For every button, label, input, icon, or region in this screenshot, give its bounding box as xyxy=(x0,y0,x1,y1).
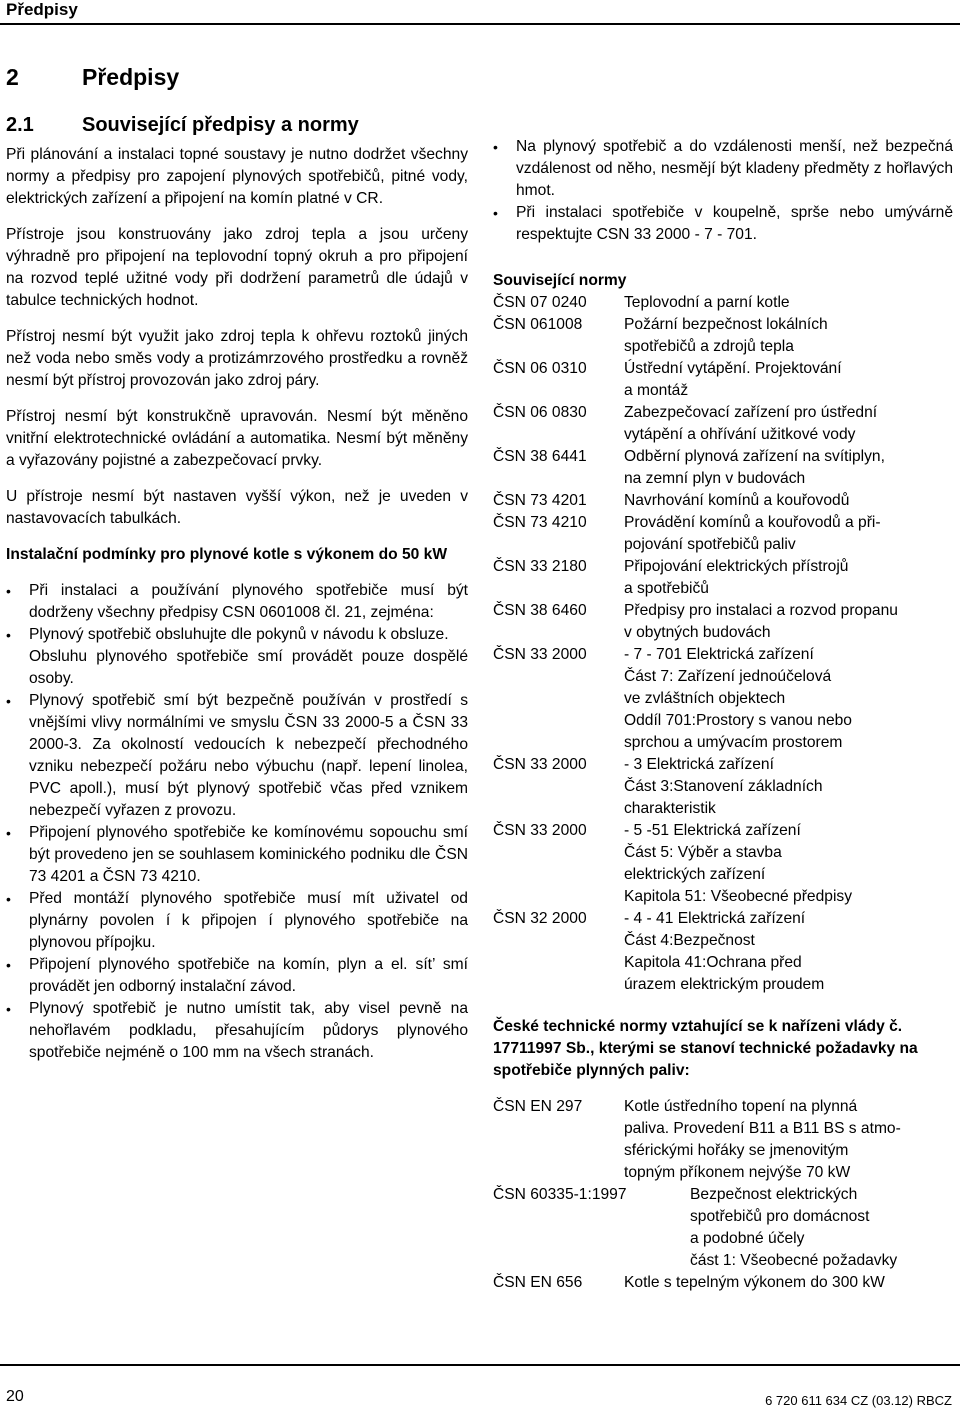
list-item: • Na plynový spotřebič a do vzdálenosti menší, než bezpečná vzdálenost od něho, nesmějí být kladeny předměty z hořlavých hmot. xyxy=(493,136,953,202)
norm-code: ČSN 73 4210 xyxy=(493,514,587,531)
norm-row xyxy=(493,600,953,644)
norm-row xyxy=(493,314,953,358)
norm-description: Bezpečnost elektrických spotřebičů pro domácnost a podobné účely část 1: Všeobecné požadavky xyxy=(690,1186,898,1269)
norm-description: - 5 -51 Elektrická zařízení Část 5: Výběr a stavba elektrických zařízení Kapitola 51: Všeobecné předpisy xyxy=(624,822,852,905)
paragraph-intro: Při plánování a instalaci topné soustavy je nutno dodržet všechny normy a předpisy pro zapojení plynových spotřebičů, pitné vody, elektrických zařízení a připojení na komín platné v CR. xyxy=(6,146,468,207)
list-item: • Před montáží plynového spotřebiče musí mít uživatel od plynárny povolen í k připojen í plynového spotřebiče na plynovou přípojku. xyxy=(6,888,468,954)
install-conditions-heading: Instalační podmínky pro plynové kotle s výkonem do 50 kW xyxy=(6,546,448,563)
norm-row xyxy=(493,490,953,512)
norm-description: Ústřední vytápění. Projektování a montáž xyxy=(624,360,842,399)
norm-description: Provádění komínů a kouřovodů a při- pojování spotřebičů paliv xyxy=(624,514,881,553)
footer-rule xyxy=(0,1364,960,1366)
subsection-number: 2.1 xyxy=(6,114,34,136)
list-item: • Plynový spotřebič smí být bezpečně používán v prostředí s vnějšími vlivy normálními ve smyslu ČSN 33 2000-5 a ČSN 33 2000-3. Za okolností vedoucích k nebezpečí přechodného vzniku nebezpečí požáru nebo výbuchu (např. lepení linolea, PVC apoll.), musí být plynový spotřebič včas před vznikem nebezpečí vyřazen z provozu. xyxy=(6,690,468,822)
norm-row xyxy=(493,1272,953,1294)
norm-row xyxy=(493,292,953,314)
norm-code: ČSN 07 0240 xyxy=(493,294,587,311)
czech-norms-table xyxy=(493,1096,953,1294)
norm-code: ČSN 33 2000 xyxy=(493,822,587,839)
subsection-title: Související předpisy a normy xyxy=(82,114,359,136)
norm-code: ČSN EN 656 xyxy=(493,1274,583,1291)
section-title: Předpisy xyxy=(82,64,180,90)
norm-row xyxy=(493,358,953,402)
page-number: 20 xyxy=(6,1388,24,1405)
norm-code: ČSN 38 6460 xyxy=(493,602,587,619)
norm-description: Kotle ústředního topení na plynná paliva. Provedení B11 a B11 BS s atmo- sférickými hořáky se jmenovitým topným příkonem nejvýše 70 kW xyxy=(624,1098,901,1181)
list-item: • Při instalaci a používání plynového spotřebiče musí být dodrženy všechny předpisy CSN 0601008 čl. 21, zejména: xyxy=(6,580,468,624)
subsection-heading xyxy=(6,112,468,138)
norm-code: ČSN 33 2000 xyxy=(493,756,587,773)
norm-description: Teplovodní a parní kotle xyxy=(624,294,790,311)
list-item: • Připojení plynového spotřebiče na komín, plyn a el. sít’ smí provádět jen odborný instalační závod. xyxy=(6,954,468,998)
paragraph-usage: Přístroj nesmí být využit jako zdroj tepla k ohřevu roztoků jiných než voda nebo směs vody a protizámrzového prostředku a rovněž nesmí být přístroj provozován jako zdroj páry. xyxy=(6,328,468,389)
norm-code: ČSN 38 6441 xyxy=(493,448,587,465)
czech-norms-heading: České technické normy vztahující se k nařízeni vlády č. 17711997 Sb., kterými se stanoví technické požadavky na spotřebiče plynných paliv: xyxy=(493,1018,918,1079)
norm-description: - 7 - 701 Elektrická zařízení Část 7: Zařízení jednoúčelová ve zvláštních objektech Oddíl 701:Prostory s vanou nebo sprchou a umývacím prostorem xyxy=(624,646,852,751)
norm-description: Předpisy pro instalaci a rozvod propanu v obytných budovách xyxy=(624,602,898,641)
norm-row xyxy=(493,754,953,820)
norm-code: ČSN 061008 xyxy=(493,316,583,333)
norm-description: Zabezpečovací zařízení pro ústřední vytápění a ohřívání užitkové vody xyxy=(624,404,878,443)
norm-row xyxy=(493,512,953,556)
norm-description: - 3 Elektrická zařízení Část 3:Stanovení základních charakteristik xyxy=(624,756,823,817)
norm-row xyxy=(493,402,953,446)
norm-code: ČSN 33 2180 xyxy=(493,558,587,575)
right-column xyxy=(493,136,953,1294)
document-code: 6 720 611 634 CZ (03.12) RBCZ xyxy=(765,1393,952,1408)
norm-row xyxy=(493,1096,953,1184)
norm-row xyxy=(493,820,953,908)
list-item: • Připojení plynového spotřebiče ke komínovému sopouchu smí být provedeno jen se souhlasem kominického podniku dle ČSN 73 4201 a ČSN 73 4210. xyxy=(6,822,468,888)
norm-description: Připojování elektrických přístrojů a spotřebičů xyxy=(624,558,849,597)
norm-code: ČSN EN 297 xyxy=(493,1098,583,1115)
paragraph-modification: Přístroj nesmí být konstrukčně upravován. Nesmí být měněno vnitřní elektrotechnické ovládání a automatika. Nesmí být měněny a vyřazovány pojistné a zabezpečovací prvky. xyxy=(6,408,468,469)
norm-row xyxy=(493,1184,953,1272)
page-header-title: Předpisy xyxy=(6,0,78,19)
norm-description: Požární bezpečnost lokálních spotřebičů a zdrojů tepla xyxy=(624,316,828,355)
related-norms-table xyxy=(493,292,953,996)
norm-code: ČSN 60335-1:1997 xyxy=(493,1186,627,1203)
left-column xyxy=(6,56,468,1064)
norm-row xyxy=(493,644,953,754)
norm-row xyxy=(493,908,953,996)
norm-code: ČSN 73 4201 xyxy=(493,492,587,509)
norm-description: Kotle s tepelným výkonem do 300 kW xyxy=(624,1274,885,1291)
norm-row xyxy=(493,556,953,600)
section-number: 2 xyxy=(6,64,19,90)
norm-description: Navrhování komínů a kouřovodů xyxy=(624,492,850,509)
norm-row xyxy=(493,446,953,490)
list-item: • Plynový spotřebič je nutno umístit tak, aby visel pevně na nehořlavém podkladu, přesahujícím půdorys plynového spotřebiče nejméně o 100 mm na všech stranách. xyxy=(6,998,468,1064)
norm-code: ČSN 06 0310 xyxy=(493,360,587,377)
norm-code: ČSN 06 0830 xyxy=(493,404,587,421)
header-rule xyxy=(0,23,960,25)
paragraph-output: U přístroje nesmí být nastaven vyšší výkon, než je uveden v nastavovacích tabulkách. xyxy=(6,488,468,527)
related-norms-heading: Související normy xyxy=(493,272,627,289)
list-item: • Plynový spotřebič obsluhujte dle pokynů v návodu k obsluze. Obsluhu plynového spotřebiče smí provádět pouze dospělé osoby. xyxy=(6,624,468,690)
norm-description: - 4 - 41 Elektrická zařízení Část 4:Bezpečnost Kapitola 41:Ochrana před úrazem elektrickým proudem xyxy=(624,910,825,993)
norm-code: ČSN 33 2000 xyxy=(493,646,587,663)
list-item: • Při instalaci spotřebiče v koupelně, sprše nebo umývárně respektujte CSN 33 2000 - 7 - 701. xyxy=(493,202,953,246)
section-heading xyxy=(6,62,468,92)
install-bullet-list xyxy=(6,580,468,1064)
safety-bullet-list xyxy=(493,136,953,246)
norm-code: ČSN 32 2000 xyxy=(493,910,587,927)
norm-description: Odběrní plynová zařízení na svítiplyn, na zemní plyn v budovách xyxy=(624,448,885,487)
paragraph-devices: Přístroje jsou konstruovány jako zdroj tepla a jsou určeny výhradně pro připojení na teplovodní topný okruh a pro připojení na rozvod teplé užitné vody při dodržení parametrů dle údajů v tabulce technických hodnot. xyxy=(6,226,468,309)
